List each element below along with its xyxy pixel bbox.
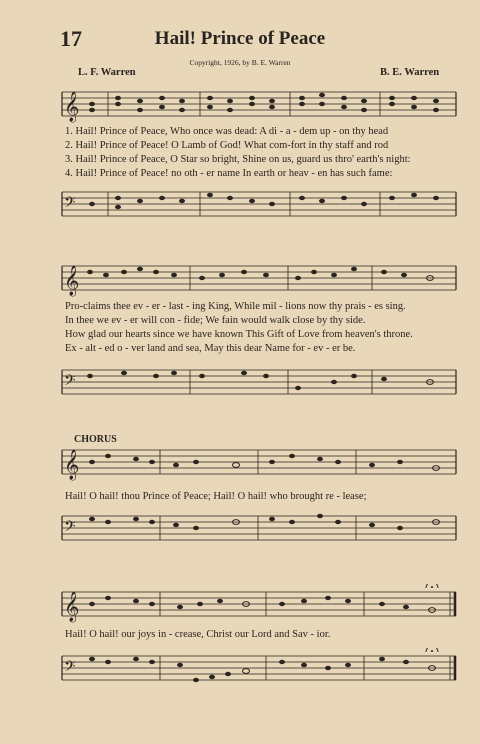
system-1-treble-staff bbox=[0, 84, 480, 124]
verse-2-line-2: In thee we ev - er will con - fide; We fain would walk close by thy side. bbox=[65, 315, 366, 326]
verse-4-line-1: 4. Hail! Prince of Peace! no oth - er name In earth or heav - en has such fame: bbox=[65, 168, 393, 179]
system-3-treble-staff bbox=[0, 442, 480, 482]
lyricist: L. F. Warren bbox=[78, 67, 136, 78]
system-2-bass-staff bbox=[0, 362, 480, 402]
verse-4-line-2: Ex - alt - ed o - ver land and sea, May this dear Name for - ev - er be. bbox=[65, 343, 356, 354]
system-2-treble-staff bbox=[0, 258, 480, 298]
hymn-title: Hail! Prince of Peace bbox=[154, 28, 326, 49]
system-3-bass-staff bbox=[0, 508, 480, 548]
verse-3-line-2: How glad our hearts since we have known This Gift of Love from heaven's throne. bbox=[65, 329, 413, 340]
copyright-notice: Copyright, 1926, by B. E. Warren bbox=[189, 58, 291, 67]
system-4-treble-staff bbox=[0, 584, 480, 624]
verse-3-line-1: 3. Hail! Prince of Peace, O Star so bright, Shine on us, guard us thro' earth's night: bbox=[65, 154, 411, 165]
system-1-bass-staff bbox=[0, 184, 480, 224]
system-4-bass-staff bbox=[0, 648, 480, 688]
verse-1-line-2: Pro-claims thee ev - er - last - ing King, While mil - lions now thy prais - es sing. bbox=[65, 301, 406, 312]
svg-text:𝄢: 𝄢 bbox=[64, 658, 76, 679]
svg-text:𝄞: 𝄞 bbox=[64, 92, 80, 122]
chorus-line-1: Hail! O hail! thou Prince of Peace; Hail! O hail! who brought re - lease; bbox=[65, 491, 367, 502]
verse-1-line-1: 1. Hail! Prince of Peace, Who once was dead: A di - a - dem up - on thy head bbox=[65, 126, 389, 137]
composer: B. E. Warren bbox=[380, 67, 440, 78]
hymn-number: 17 bbox=[60, 26, 82, 51]
svg-text:𝄢: 𝄢 bbox=[64, 518, 76, 539]
svg-text:𝄢: 𝄢 bbox=[64, 194, 76, 215]
svg-text:𝄢: 𝄢 bbox=[64, 372, 76, 393]
svg-text:𝄞: 𝄞 bbox=[64, 592, 80, 622]
chorus-line-2: Hail! O hail! our joys in - crease, Christ our Lord and Sav - ior. bbox=[65, 629, 331, 640]
svg-text:𝄞: 𝄞 bbox=[64, 266, 80, 296]
chorus-label: CHORUS bbox=[74, 434, 117, 445]
verse-2-line-1: 2. Hail! Prince of Peace! O Lamb of God! What com-fort in thy staff and rod bbox=[65, 140, 389, 151]
svg-text:𝄞: 𝄞 bbox=[64, 450, 80, 480]
